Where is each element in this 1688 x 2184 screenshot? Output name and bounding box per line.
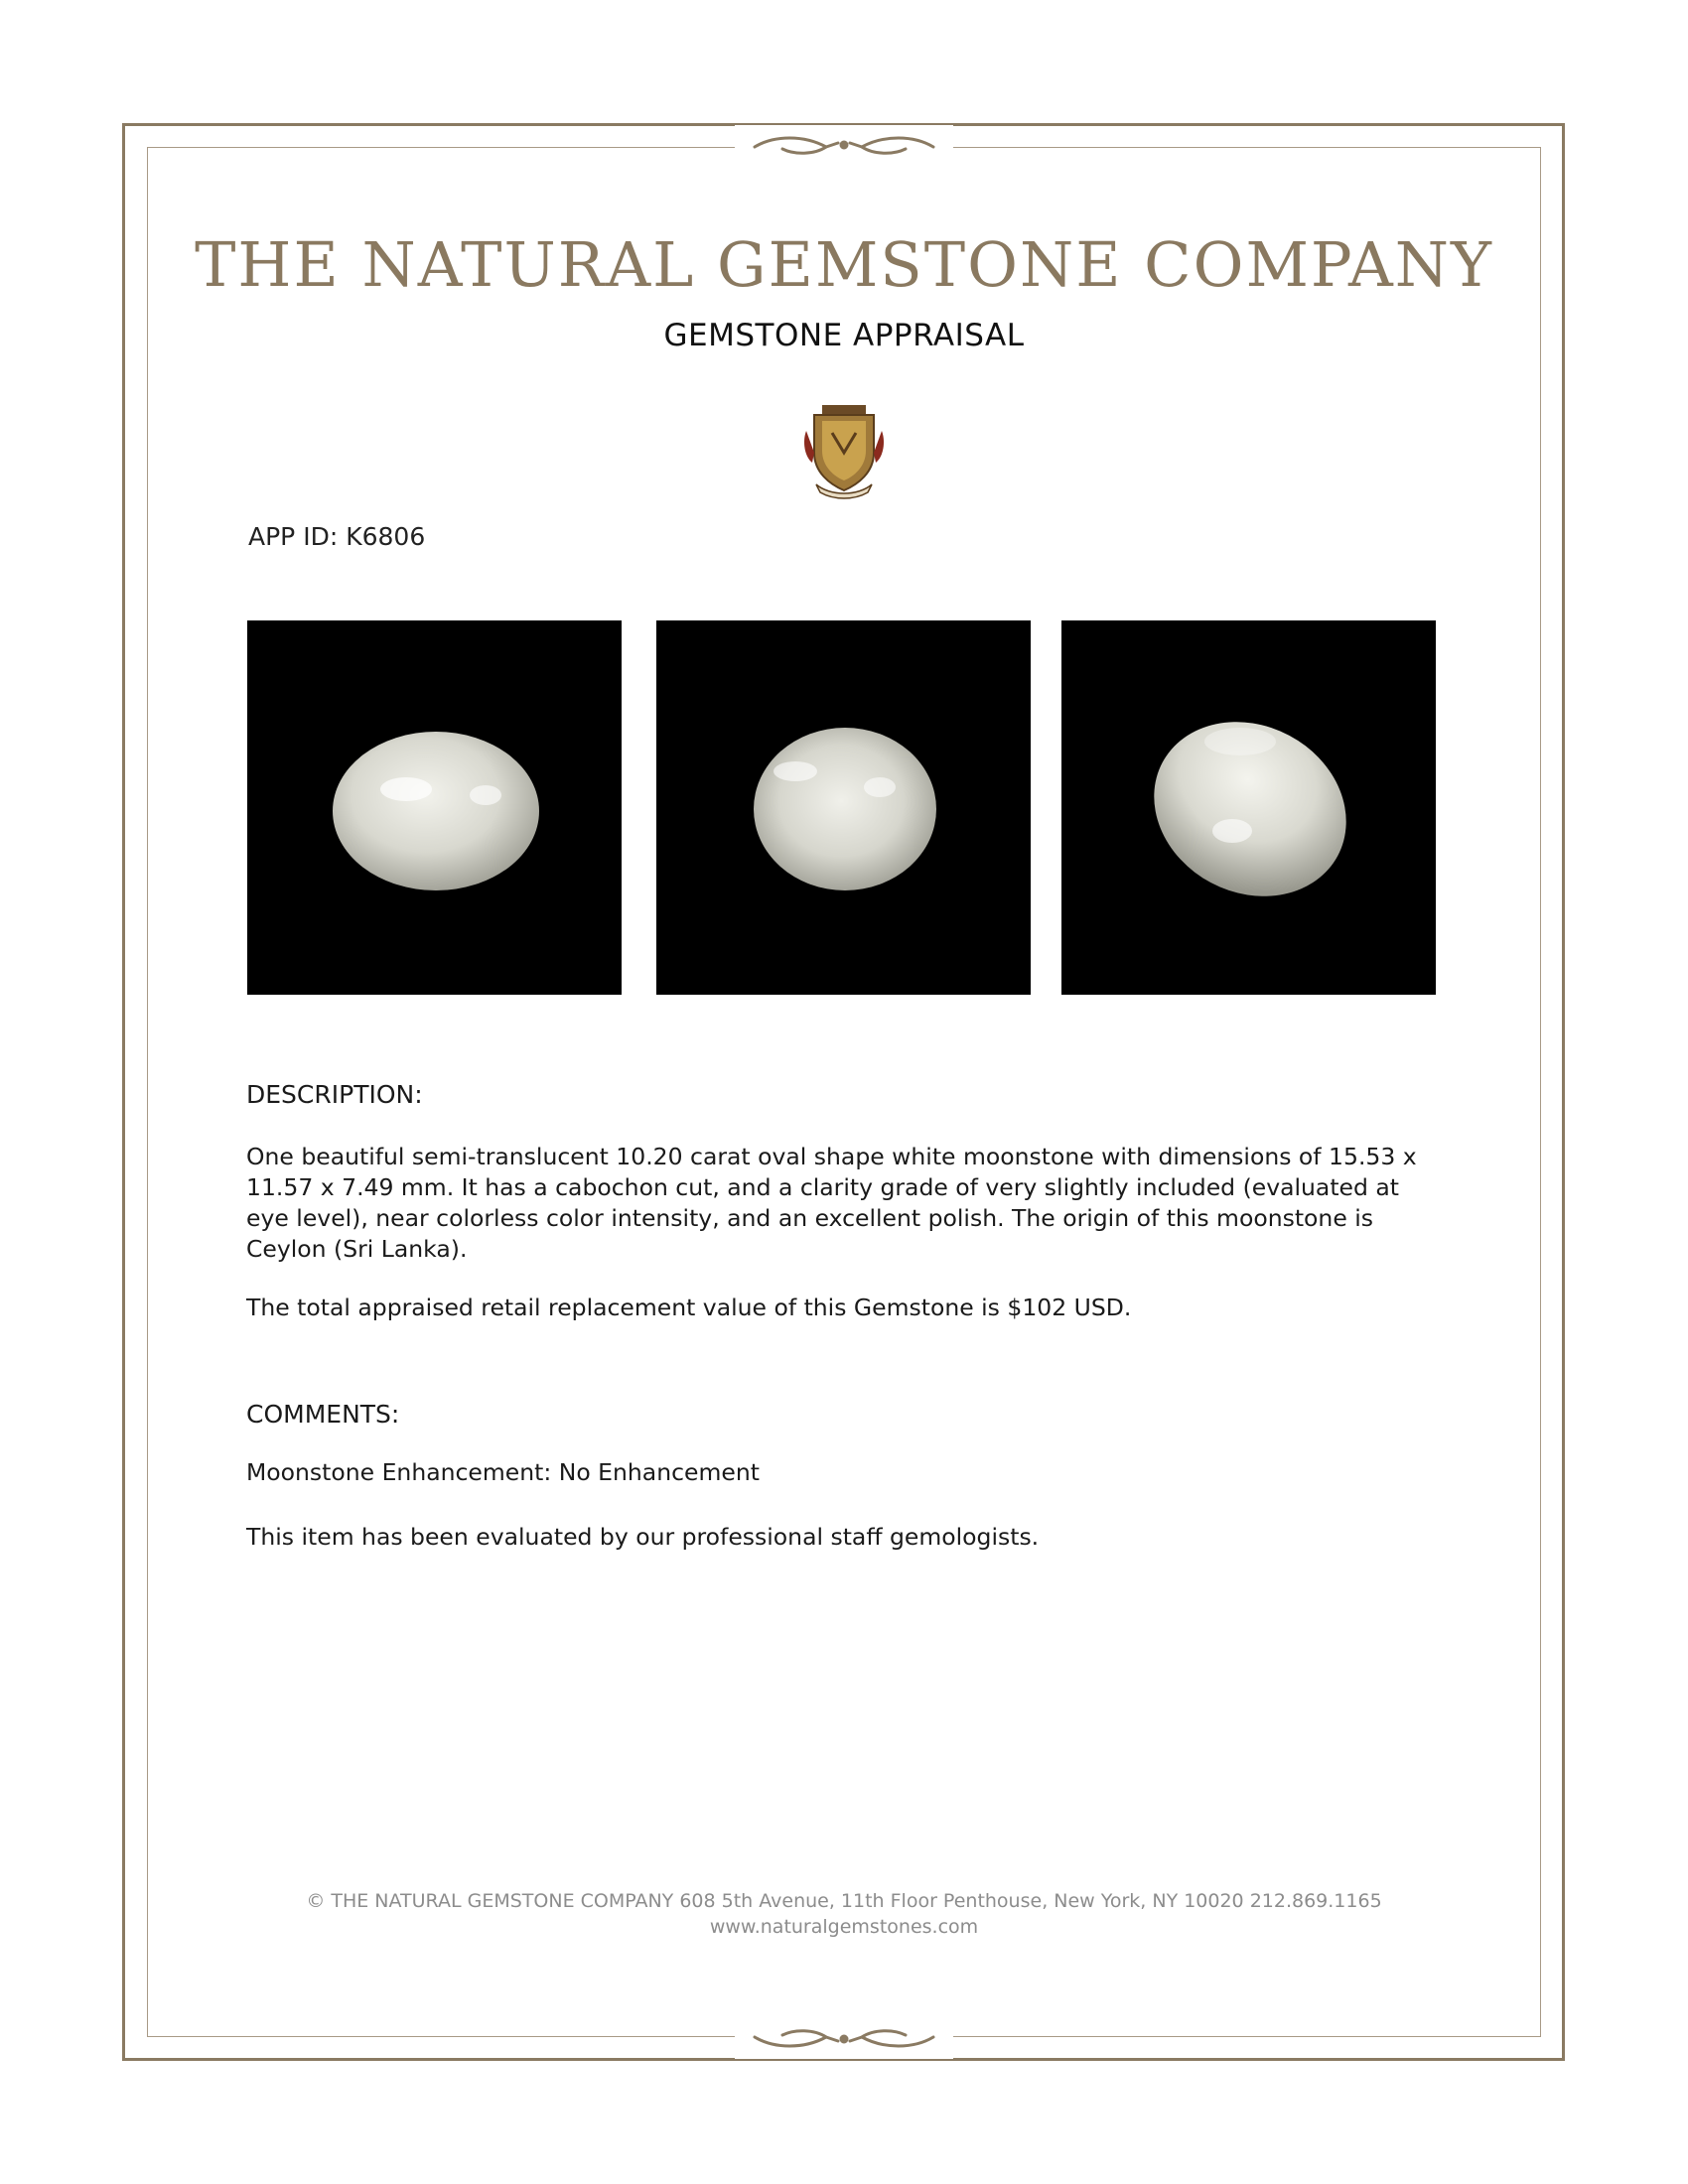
document-title: GEMSTONE APPRAISAL	[663, 318, 1025, 353]
evaluation-text: This item has been evaluated by our professional staff gemologists.	[246, 1523, 1040, 1551]
crest-icon	[800, 401, 888, 500]
gemstone-photo-2	[656, 620, 1031, 995]
gemstone-photo-1	[247, 620, 622, 995]
description-label: DESCRIPTION:	[246, 1080, 423, 1109]
top-ornament-icon	[735, 125, 953, 169]
app-id	[248, 522, 425, 551]
footer-address: © THE NATURAL GEMSTONE COMPANY 608 5th Avenue, 11th Floor Penthouse, New York, NY 10020 212.869.1165	[306, 1890, 1382, 1912]
moonstone-front-view-icon	[247, 620, 622, 995]
description-text: One beautiful semi-translucent 10.20 carat oval shape white moonstone with dimensions of 15.53 x 11.57 x 7.49 mm. It has a cabochon cut, and a clarity grade of very slightly included (evaluated at eye level), near colorless color intensity, and an excellent polish. The origin of this moonstone is Ceylon (Sri Lanka).	[246, 1143, 1417, 1263]
app-id-label: APP ID:	[248, 522, 339, 551]
enhancement-text: Moonstone Enhancement: No Enhancement	[246, 1458, 760, 1486]
bottom-ornament-icon	[735, 2015, 953, 2059]
company-title: THE NATURAL GEMSTONE COMPANY	[195, 228, 1493, 301]
footer-website: www.naturalgemstones.com	[709, 1916, 979, 1938]
moonstone-angled-view-icon	[656, 620, 1031, 995]
comments-label: COMMENTS:	[246, 1400, 400, 1429]
app-id-value: K6806	[346, 522, 426, 551]
gemstone-photo-3	[1061, 620, 1436, 995]
appraised-value-text: The total appraised retail replacement value of this Gemstone is $102 USD.	[246, 1294, 1132, 1321]
moonstone-tilted-view-icon	[1061, 620, 1436, 995]
